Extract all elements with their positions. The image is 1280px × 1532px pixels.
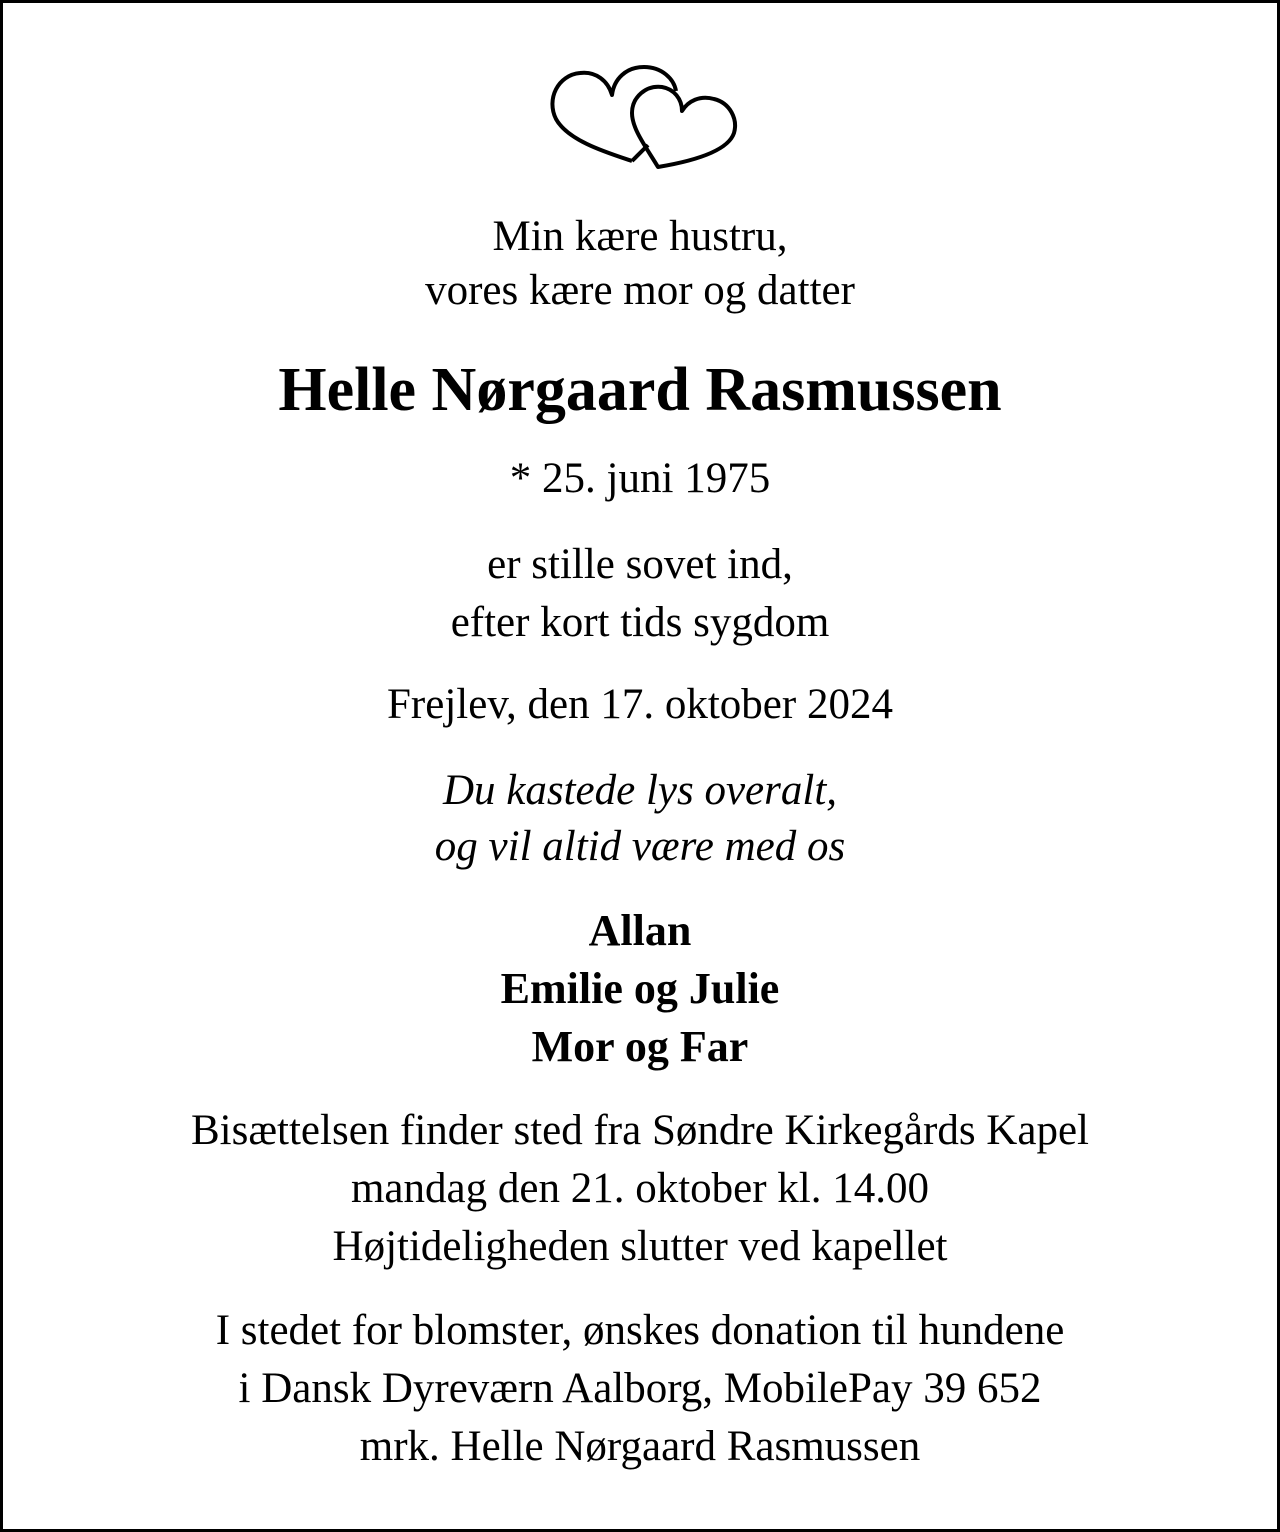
passing-line-1: er stille sovet ind, xyxy=(487,541,793,588)
donation-line-3: mrk. Helle Nørgaard Rasmussen xyxy=(359,1423,921,1470)
passing-line-2: efter kort tids sygdom xyxy=(450,599,830,646)
mourner-2: Emilie og Julie xyxy=(500,964,780,1013)
service-line-3: Højtideligheden slutter ved kapellet xyxy=(332,1223,948,1270)
mourner-3: Mor og Far xyxy=(531,1022,749,1071)
mourner-1: Allan xyxy=(588,906,692,955)
intro-line-1: Min kære hustru, xyxy=(492,213,788,260)
intro-line-2: vores kære mor og datter xyxy=(425,267,855,314)
donation-line-2: i Dansk Dyreværn Aalborg, MobilePay 39 652 xyxy=(238,1365,1042,1412)
verse-line-2: og vil altid være med os xyxy=(434,823,846,870)
verse-line-1: Du kastede lys overalt, xyxy=(442,767,838,814)
donation-line-1: I stedet for blomster, ønskes donation til hundene xyxy=(215,1307,1065,1354)
deceased-name: Helle Nørgaard Rasmussen xyxy=(278,356,1002,424)
double-hearts-icon xyxy=(548,61,743,173)
birth-date: * 25. juni 1975 xyxy=(509,455,771,502)
service-line-2: mandag den 21. oktober kl. 14.00 xyxy=(350,1165,929,1212)
place-and-date: Frejlev, den 17. oktober 2024 xyxy=(387,681,893,728)
service-line-1: Bisættelsen finder sted fra Søndre Kirkegårds Kapel xyxy=(191,1107,1089,1154)
